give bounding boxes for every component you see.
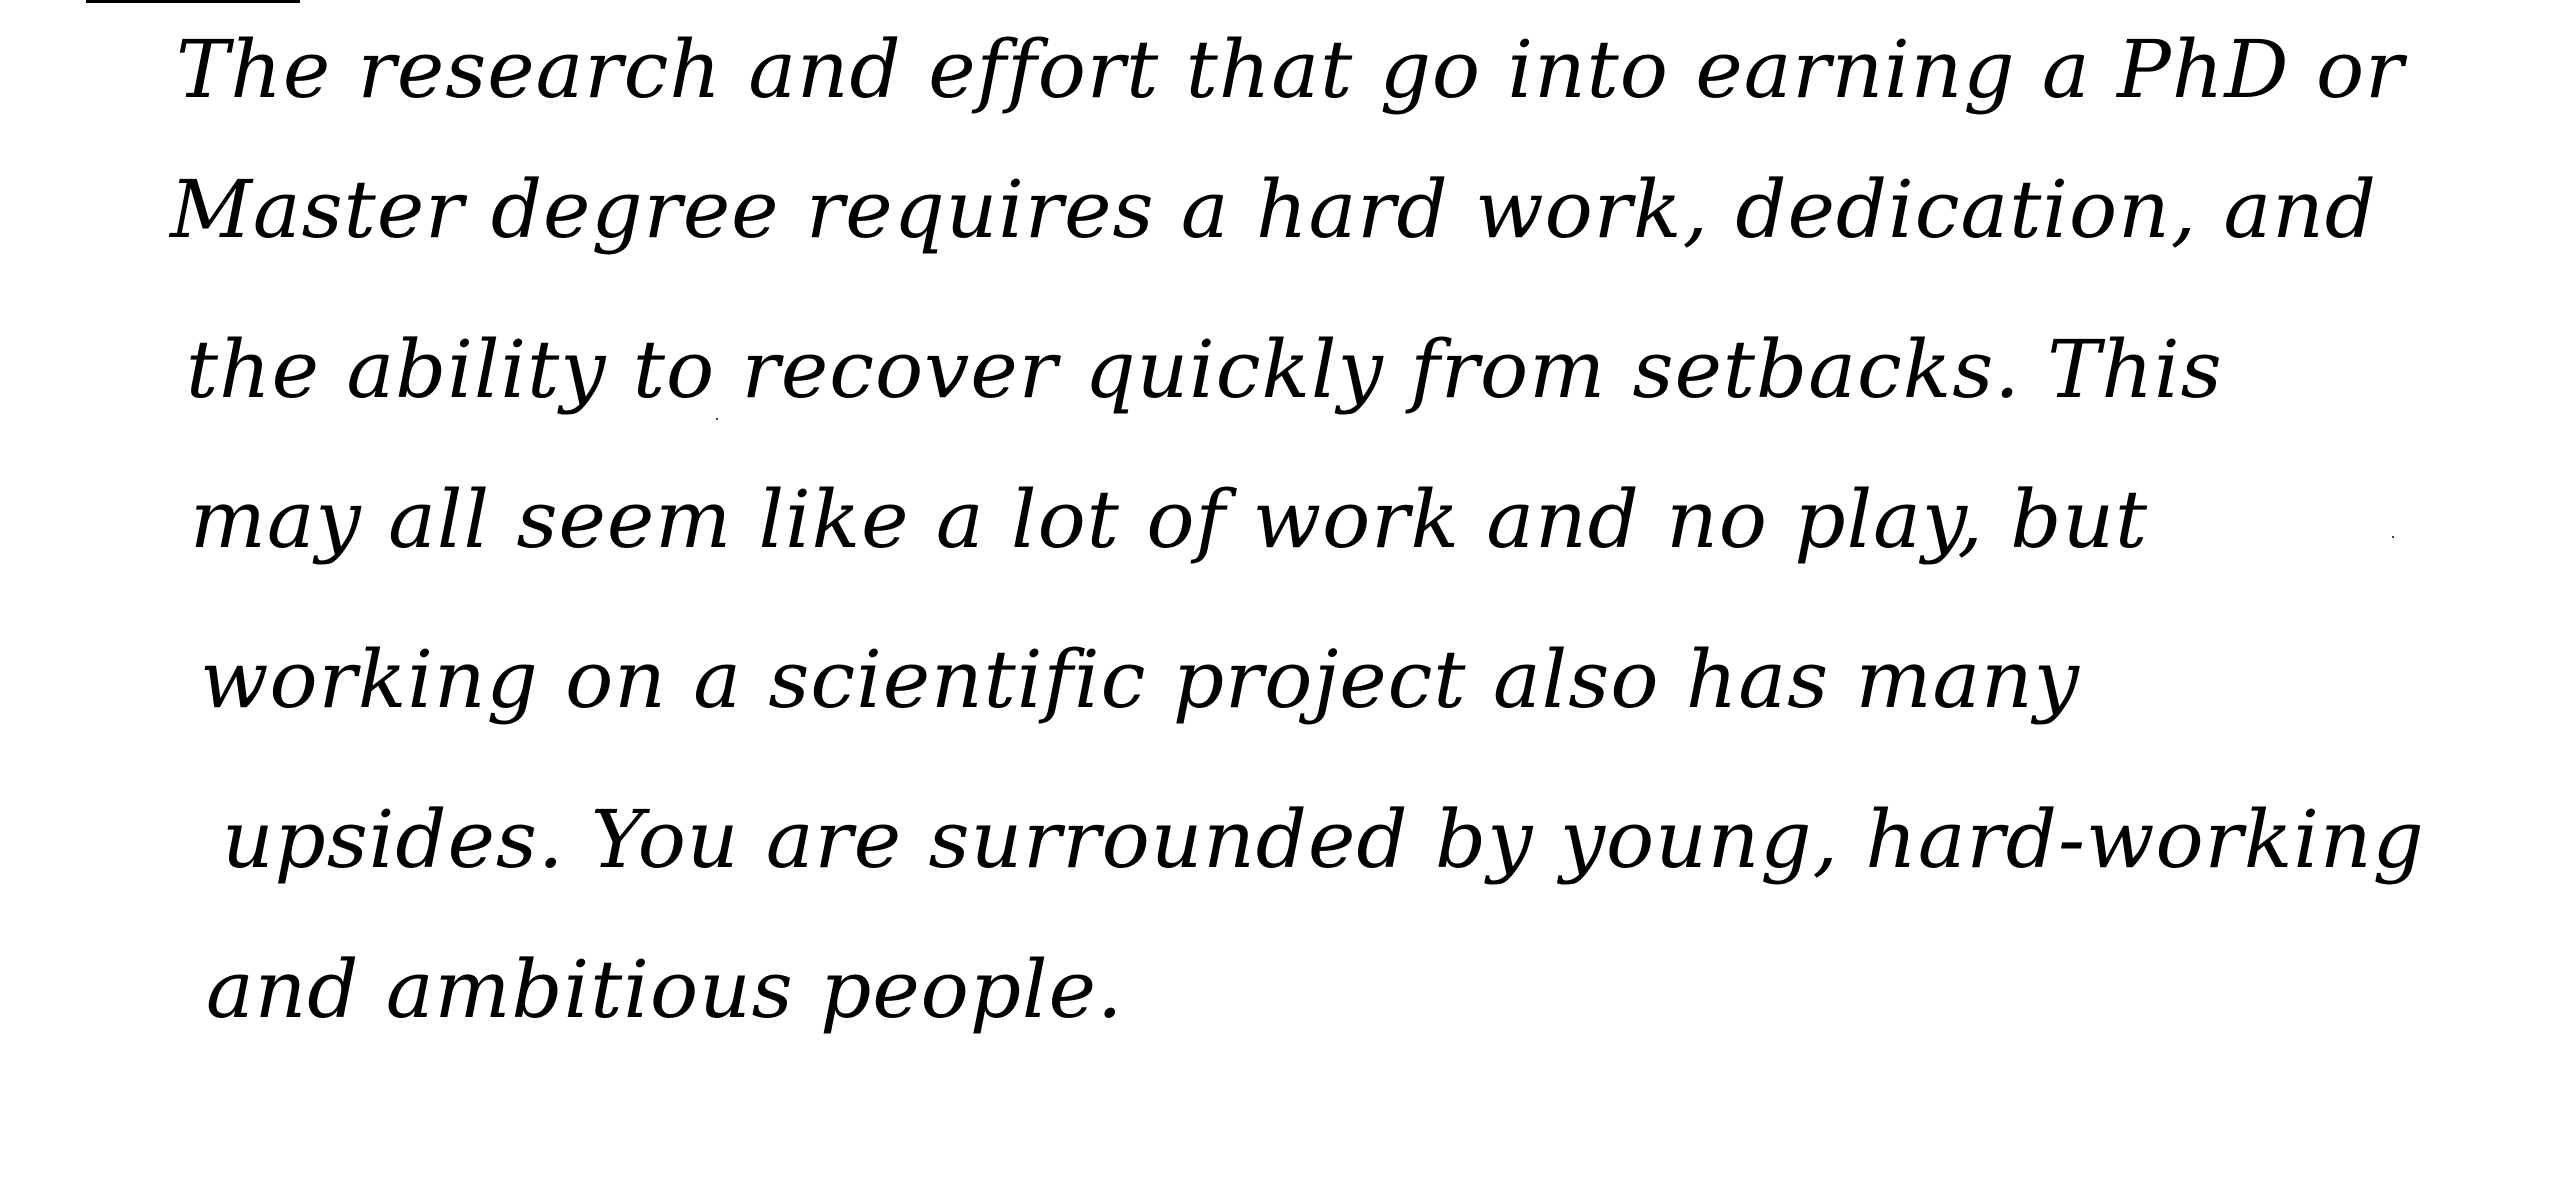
- text-line-1: The research and effort that go into earning a PhD or: [176, 23, 2405, 116]
- text-line-2: Master degree requires a hard work, dedication, and: [170, 163, 2377, 256]
- top-edge-rule: [86, 0, 300, 3]
- text-line-3: the ability to recover quickly from setbacks. This: [186, 323, 2223, 416]
- text-line-5: working on a scientific project also has many: [200, 633, 2080, 726]
- text-line-6: upsides. You are surrounded by young, hard-working: [222, 793, 2425, 886]
- text-line-4: may all seem like a lot of work and no play, but: [190, 473, 2149, 566]
- ink-speck: [2392, 536, 2394, 538]
- ink-speck: [716, 418, 718, 420]
- text-line-7: and ambitious people.: [206, 943, 1124, 1036]
